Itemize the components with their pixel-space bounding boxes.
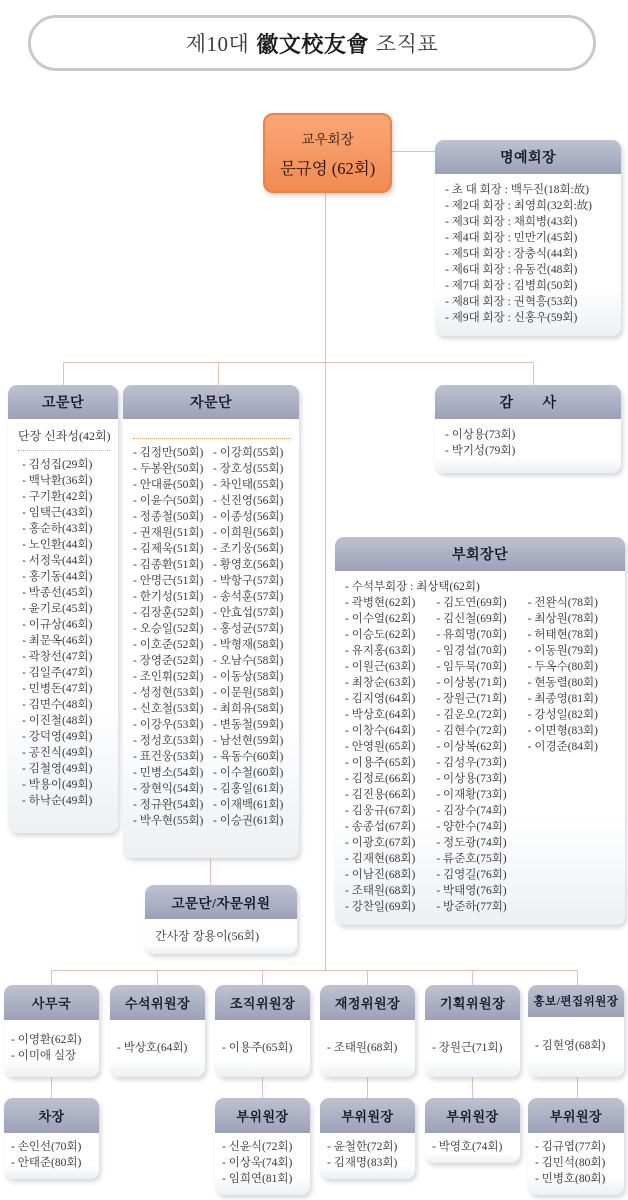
member-line: - 박우현(55회) <box>133 815 204 827</box>
president-title: 교우회장 <box>301 131 354 147</box>
member-line: - 장원근(71회) <box>436 693 507 705</box>
pr-deputy-box <box>528 1098 624 1195</box>
member-line: - 이창수(64회) <box>345 725 416 737</box>
connector-line <box>218 362 219 385</box>
member-line: - 이수철(60회) <box>213 767 284 779</box>
office-box <box>4 985 99 1077</box>
member-line: - 안영원(65회) <box>345 741 416 753</box>
member-line: - 장현익(54회) <box>133 783 204 795</box>
finance-deputy-box <box>320 1098 415 1179</box>
consultants-header: 자문단 <box>123 385 299 419</box>
member-line: - 신진영(56회) <box>213 495 284 507</box>
member-line: - 이영환(62회) <box>11 1033 82 1046</box>
member-line: - 김재현(68회) <box>345 853 416 865</box>
member-line: - 최종영(81회) <box>527 693 598 705</box>
member-line: - 강찬일(69회) <box>345 901 416 913</box>
connector-line <box>262 1077 263 1098</box>
member-line: - 이승도(62회) <box>345 629 416 641</box>
member-line: - 정성호(53회) <box>133 735 204 747</box>
member-line: - 이수열(62회) <box>345 613 416 625</box>
member-line: - 김성우(73회) <box>436 757 507 769</box>
member-line: - 손인선(70회) <box>11 1141 82 1153</box>
member-line: - 박상호(64회) <box>345 709 416 721</box>
member-line: - 정규완(54회) <box>133 799 204 811</box>
member-line: - 김도연(69회) <box>436 597 507 609</box>
member-line: - 안명근(51회) <box>133 575 204 587</box>
organization-committee-list <box>215 1020 310 1077</box>
finance-committee-list <box>320 1020 415 1077</box>
chief-committee-list <box>110 1020 205 1077</box>
member-line: - 안태준(80회) <box>11 1157 82 1169</box>
member-line: - 김민석(80회) <box>535 1157 606 1169</box>
member-line: - 홍기동(44회) <box>22 571 93 583</box>
connector-line <box>157 970 158 985</box>
planning-committee-header: 기획위원장 <box>425 985 520 1020</box>
member-line: - 육동수(60회) <box>213 751 284 763</box>
office-header: 사무국 <box>4 985 99 1020</box>
page-title <box>28 15 596 71</box>
member-line: - 두옥수(80회) <box>527 661 598 673</box>
vice-presidents-col3 <box>528 595 619 915</box>
member-line: - 김철영(49회) <box>22 763 93 775</box>
member-line: - 서정욱(44회) <box>22 555 93 567</box>
member-line: - 정종철(50회) <box>133 511 204 523</box>
organization-committee-header: 조직위원장 <box>215 985 310 1020</box>
connector-line <box>51 1077 52 1098</box>
member-line: - 임경섭(70회) <box>436 645 507 657</box>
title-suffix: 조직표 <box>375 32 439 56</box>
member-line: - 이진철(48회) <box>22 715 93 727</box>
member-line: - 하낙순(49회) <box>22 795 93 807</box>
member-line: - 김장훈(52회) <box>133 607 204 619</box>
member-line: - 최상원(78회) <box>527 613 598 625</box>
member-line: - 송석훈(57회) <box>213 591 284 603</box>
member-line: - 이문원(58회) <box>213 687 284 699</box>
organization-committee-box <box>215 985 310 1077</box>
office-list <box>4 1020 99 1077</box>
member-line: - 임두묵(70회) <box>436 661 507 673</box>
member-line: - 이승권(61회) <box>213 815 284 827</box>
member-line: - 박기성(79회) <box>445 445 516 457</box>
member-line: - 최창순(63회) <box>345 677 416 689</box>
planning-deputy-header: 부위원장 <box>425 1098 520 1133</box>
title-prefix: 제10대 <box>185 32 250 56</box>
member-line: - 허태현(78회) <box>527 629 598 641</box>
member-line: - 이용주(65회) <box>222 1041 293 1054</box>
member-line: - 조인휘(52회) <box>133 671 204 683</box>
member-line: - 박항구(57회) <box>213 575 284 587</box>
connector-line <box>367 970 368 985</box>
member-line: - 이종성(56회) <box>213 511 284 523</box>
member-line: - 정도광(74회) <box>436 837 507 849</box>
member-line: - 유희명(70회) <box>436 629 507 641</box>
office-deputy-box <box>4 1098 99 1179</box>
member-line: - 김신철(69회) <box>436 613 507 625</box>
member-line: - 장영준(52회) <box>133 655 204 667</box>
member-line: - 박종선(45회) <box>22 587 93 599</box>
member-line: - 장호성(55회) <box>213 463 284 475</box>
connector-line <box>63 362 533 363</box>
planning-deputy-list <box>425 1133 520 1163</box>
member-line: - 이광호(67회) <box>345 837 416 849</box>
member-line: - 이동상(58회) <box>213 671 284 683</box>
pr-committee-box <box>528 985 624 1077</box>
member-line: - 이규상(46회) <box>22 619 93 631</box>
planning-committee-list <box>425 1020 520 1077</box>
connector-line <box>262 970 263 985</box>
member-line: - 제4대 회장 : 민만기(45회) <box>445 232 578 244</box>
title-org-name: 徽文校友會 <box>256 31 369 57</box>
member-line: - 김웅규(67회) <box>345 805 416 817</box>
member-line: - 김재명(83회) <box>327 1157 398 1169</box>
member-line: - 이호준(52회) <box>133 639 204 651</box>
member-line: - 김제욱(51회) <box>133 543 204 555</box>
member-line: - 김현수(72회) <box>436 725 507 737</box>
pr-committee-header: 홍보/편집위원장 <box>528 985 624 1017</box>
advisory-secretary-member: 간사장 장용이(56회) <box>145 919 297 954</box>
member-line: - 조태원(68회) <box>345 885 416 897</box>
pr-committee-list <box>528 1017 624 1077</box>
member-line: - 이상봉(71회) <box>436 677 507 689</box>
connector-line <box>577 1077 578 1098</box>
organization-deputy-box <box>215 1098 310 1195</box>
connector-line <box>533 362 534 385</box>
organization-deputy-header: 부위원장 <box>215 1098 310 1133</box>
member-line: - 안대륜(50회) <box>133 479 204 491</box>
dotted-divider <box>18 450 110 451</box>
consultants-list-col1 <box>133 445 213 829</box>
consultants-box <box>123 385 299 858</box>
member-line: - 김영길(76회) <box>436 869 507 881</box>
member-line: - 이강우(53회) <box>133 719 204 731</box>
member-line: - 임희연(81회) <box>222 1173 293 1185</box>
member-line: - 박태영(76회) <box>436 885 507 897</box>
member-line: - 두봉완(50회) <box>133 463 204 475</box>
office-deputy-header: 차장 <box>4 1098 99 1133</box>
member-line: - 이용주(65회) <box>345 757 416 769</box>
member-line: - 김진용(66회) <box>345 789 416 801</box>
member-line: - 신윤식(72회) <box>222 1141 293 1153</box>
member-line: - 백낙환(36회) <box>22 475 93 487</box>
member-line: - 남선현(59회) <box>213 735 284 747</box>
member-line: - 제7대 회장 : 김병희(50회) <box>445 280 578 292</box>
member-line: - 장원근(71회) <box>432 1041 503 1054</box>
connector-line <box>325 189 326 970</box>
member-line: - 조태원(68회) <box>327 1041 398 1054</box>
member-line: - 제2대 회장 : 최영희(32회:故) <box>445 200 592 212</box>
member-line: - 김성집(29회) <box>22 459 93 471</box>
member-line: - 김정로(66회) <box>345 773 416 785</box>
member-line: - 공진식(49회) <box>22 747 93 759</box>
member-line: - 초 대 회장 : 백두진(18회:故) <box>445 184 590 196</box>
member-line: - 곽병현(62회) <box>345 597 416 609</box>
member-line: - 류준호(75회) <box>436 853 507 865</box>
consultants-list-col2 <box>213 445 293 829</box>
member-line: - 이미애 실장 <box>11 1049 77 1062</box>
member-line: - 이상용(73회) <box>436 773 507 785</box>
member-line: - 제3대 회장 : 채희병(43회) <box>445 216 578 228</box>
connector-line <box>51 970 577 971</box>
member-line: - 한기성(51회) <box>133 591 204 603</box>
member-line: - 신호철(53회) <box>133 703 204 715</box>
member-line: - 권재원(51회) <box>133 527 204 539</box>
member-line: - 윤기로(45회) <box>22 603 93 615</box>
vice-presidents-col2 <box>436 595 527 915</box>
member-line: - 제5대 회장 : 장충식(44회) <box>445 248 578 260</box>
dotted-divider <box>133 438 291 439</box>
connector-line <box>577 970 578 985</box>
honorary-presidents-header: 명예회장 <box>435 140 621 174</box>
finance-deputy-header: 부위원장 <box>320 1098 415 1133</box>
member-line: - 조기웅(56회) <box>213 543 284 555</box>
auditors-header: 감 사 <box>435 385 621 419</box>
vice-presidents-header: 부회장단 <box>335 537 625 571</box>
member-line: - 이경준(84회) <box>527 741 598 753</box>
member-line: - 이상용(73회) <box>445 429 516 441</box>
member-line: - 박상호(64회) <box>117 1041 188 1054</box>
member-line: - 홍순하(43회) <box>22 523 93 535</box>
member-line: - 표건웅(53회) <box>133 751 204 763</box>
connector-line <box>63 362 64 385</box>
advisory-secretary-box <box>145 885 297 954</box>
connector-line <box>51 970 52 985</box>
advisors-header: 고문단 <box>8 385 118 419</box>
advisory-secretary-header: 고문단/자문위원 <box>145 885 297 919</box>
member-line: - 민병소(54회) <box>133 767 204 779</box>
member-line: - 노인환(44회) <box>22 539 93 551</box>
office-deputy-list <box>4 1133 99 1179</box>
member-line: - 김정만(50회) <box>133 447 204 459</box>
connector-line <box>210 858 211 885</box>
member-line: - 이동원(79회) <box>527 645 598 657</box>
member-line: - 전완식(78회) <box>527 597 598 609</box>
planning-committee-box <box>425 985 520 1077</box>
member-line: - 유지홍(63회) <box>345 645 416 657</box>
member-line: - 성정현(53회) <box>133 687 204 699</box>
connector-line <box>472 1077 473 1098</box>
member-line: - 이면형(83회) <box>527 725 598 737</box>
member-line: - 곽창선(47회) <box>22 651 93 663</box>
member-line: - 최문옥(46회) <box>22 635 93 647</box>
member-line: - 오승일(52회) <box>133 623 204 635</box>
member-line: - 양한수(74회) <box>436 821 507 833</box>
member-line: - 윤철한(72회) <box>327 1141 398 1153</box>
member-line: - 민병돈(47회) <box>22 683 93 695</box>
member-line: - 제8대 회장 : 권혁흥(53회) <box>445 296 578 308</box>
planning-deputy-box <box>425 1098 520 1163</box>
vice-presidents-col1 <box>345 595 436 915</box>
member-line: - 차인태(55회) <box>213 479 284 491</box>
member-line: - 김면수(48회) <box>22 699 93 711</box>
member-line: - 이강희(55회) <box>213 447 284 459</box>
member-line: - 박형재(58회) <box>213 639 284 651</box>
advisors-list <box>18 457 112 809</box>
member-line: - 이원근(63회) <box>345 661 416 673</box>
member-line: - 김지영(64회) <box>345 693 416 705</box>
member-line: - 이재백(61회) <box>213 799 284 811</box>
member-line: - 송종섭(67회) <box>345 821 416 833</box>
member-line: - 김장수(74회) <box>436 805 507 817</box>
pr-deputy-list <box>528 1133 624 1195</box>
member-line: - 홍성균(57회) <box>213 623 284 635</box>
member-line: - 오남수(58회) <box>213 655 284 667</box>
advisors-leader: 단장 신좌성(42회) <box>18 429 111 443</box>
auditors-list <box>435 419 621 473</box>
auditors-box <box>435 385 621 473</box>
member-line: - 김현영(68회) <box>535 1040 606 1052</box>
pr-deputy-header: 부위원장 <box>528 1098 624 1133</box>
member-line: - 강덕영(49회) <box>22 731 93 743</box>
member-line: - 이희원(56회) <box>213 527 284 539</box>
member-line: - 강성일(82회) <box>527 709 598 721</box>
honorary-presidents-box <box>435 140 621 336</box>
chief-committee-box <box>110 985 205 1077</box>
member-line: - 방준하(77회) <box>436 901 507 913</box>
member-line: - 이상욱(74회) <box>222 1157 293 1169</box>
advisors-box <box>8 385 118 833</box>
connector-line <box>367 1077 368 1098</box>
connector-line <box>388 151 435 152</box>
finance-deputy-list <box>320 1133 415 1179</box>
member-line: - 이재황(73회) <box>436 789 507 801</box>
member-line: - 김운오(72회) <box>436 709 507 721</box>
member-line: - 박용이(49회) <box>22 779 93 791</box>
member-line: - 구기환(42회) <box>22 491 93 503</box>
member-line: - 변동철(59회) <box>213 719 284 731</box>
member-line: - 이윤수(50회) <box>133 495 204 507</box>
member-line: - 이남진(68회) <box>345 869 416 881</box>
vice-presidents-box <box>335 537 625 925</box>
president-box <box>263 113 392 193</box>
member-line: - 제9대 회장 : 신홍우(59회) <box>445 312 578 324</box>
honorary-presidents-list <box>435 174 621 336</box>
member-line: - 안효섭(57회) <box>213 607 284 619</box>
finance-committee-header: 재정위원장 <box>320 985 415 1020</box>
member-line: - 민병호(80회) <box>535 1173 606 1185</box>
member-line: - 김규엽(77회) <box>535 1141 606 1153</box>
member-line: - 김일주(47회) <box>22 667 93 679</box>
member-line: - 김홍일(61회) <box>213 783 284 795</box>
connector-line <box>472 970 473 985</box>
organization-deputy-list <box>215 1133 310 1195</box>
chief-vice-president: - 수석부회장 : 최상택(62회) <box>345 581 480 593</box>
member-line: - 제6대 회장 : 유동건(48회) <box>445 264 578 276</box>
member-line: - 황영호(56회) <box>213 559 284 571</box>
finance-committee-box <box>320 985 415 1077</box>
president-name: 문규영 (62회) <box>279 158 376 178</box>
member-line: - 최희유(58회) <box>213 703 284 715</box>
member-line: - 김종환(51회) <box>133 559 204 571</box>
chief-committee-header: 수석위원장 <box>110 985 205 1020</box>
member-line: - 임택근(43회) <box>22 507 93 519</box>
member-line: - 박영호(74회) <box>432 1141 503 1153</box>
member-line: - 현동렬(80회) <box>527 677 598 689</box>
member-line: - 이상복(62회) <box>436 741 507 753</box>
